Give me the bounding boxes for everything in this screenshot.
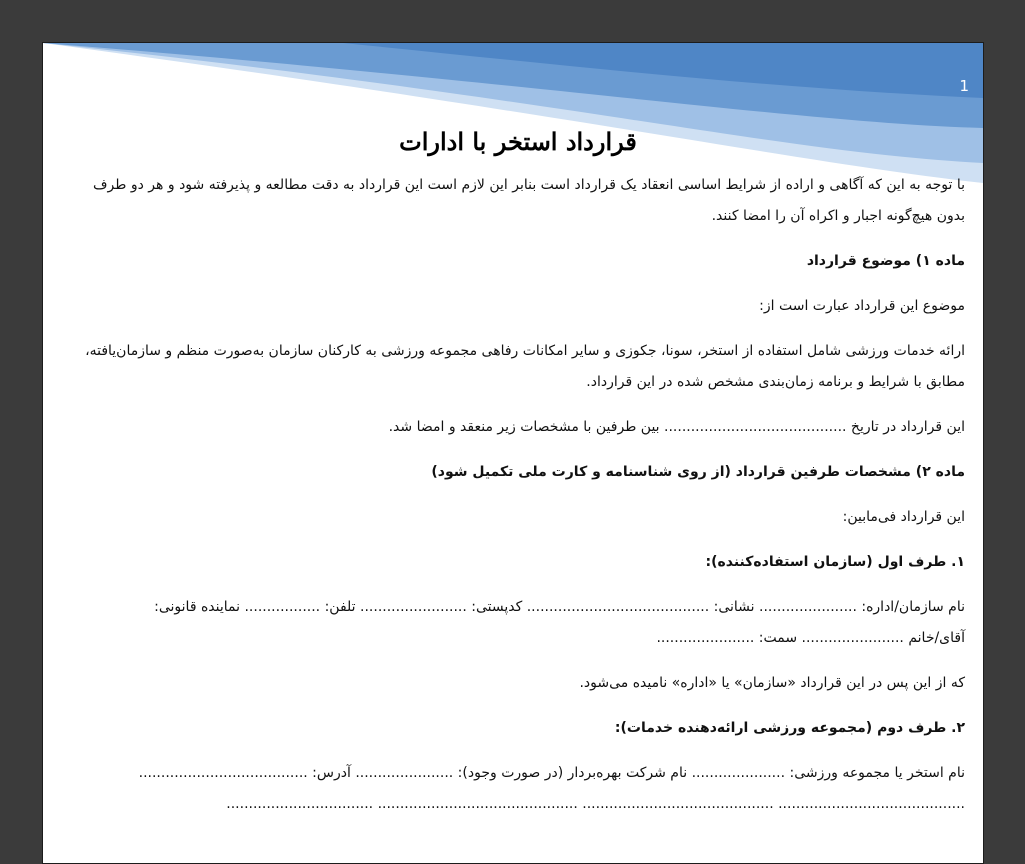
article-2-heading: ماده ۲) مشخصات طرفین قرارداد (از روی شناسنامه و کارت ملی تکمیل شود): [431, 464, 965, 480]
page-number: 1: [959, 77, 969, 95]
article-1-body-line-1: ارائه خدمات ورزشی شامل استفاده از استخر، سونا، جکوزی و سایر امکانات رفاهی مجموعه ورزشی به کارکنان سازمان به‌صورت منظم و سازمان‌یافته،: [85, 343, 965, 359]
party-1-fields-line-2: آقای/خانم ....................... سمت: ......................: [656, 630, 965, 646]
document-page: [42, 42, 984, 864]
document-title: قرارداد استخر با ادارات: [399, 127, 637, 156]
party-1-fields-line-1: نام سازمان/اداره: ...................... نشانی: ......................................... کدپستی: ........................ تلفن: ................. نماینده قانونی:: [154, 599, 965, 615]
party-2-fields-line-1: نام استخر یا مجموعه ورزشی: ..................... نام شرکت بهره‌بردار (در صورت وجود): ...................... آدرس: ......................................: [138, 765, 965, 781]
intro-line-1: با توجه به این که آگاهی و اراده از شرایط اساسی انعقاد یک قرارداد است بنابر این لازم است این قرارداد به دقت مطالعه و پذیرفته شود و هر دو طرف: [93, 177, 965, 193]
party-2-fields-line-2: .......................................... ........................................... ............................................. .................................: [226, 796, 965, 812]
article-2-lead: این قرارداد فی‌مابین:: [842, 509, 965, 525]
party-1-heading: ۱. طرف اول (سازمان استفاده‌کننده):: [705, 554, 965, 570]
article-1-lead: موضوع این قرارداد عبارت است از:: [759, 298, 965, 314]
intro-line-2: بدون هیچ‌گونه اجبار و اکراه آن را امضا کنند.: [711, 208, 965, 224]
party-1-note: که از این پس در این قرارداد «سازمان» یا «اداره» نامیده می‌شود.: [579, 675, 965, 691]
document-body: [71, 127, 965, 820]
article-1-body-line-2: مطابق با شرایط و برنامه زمان‌بندی مشخص شده در این قرارداد.: [586, 374, 965, 390]
article-1-heading: ماده ۱) موضوع قرارداد: [806, 253, 965, 269]
party-2-heading: ۲. طرف دوم (مجموعه ورزشی ارائه‌دهنده خدمات):: [614, 720, 965, 736]
contract-date-line: این قرارداد در تاریخ ......................................... بین طرفین با مشخصات زیر منعقد و امضا شد.: [388, 419, 965, 435]
